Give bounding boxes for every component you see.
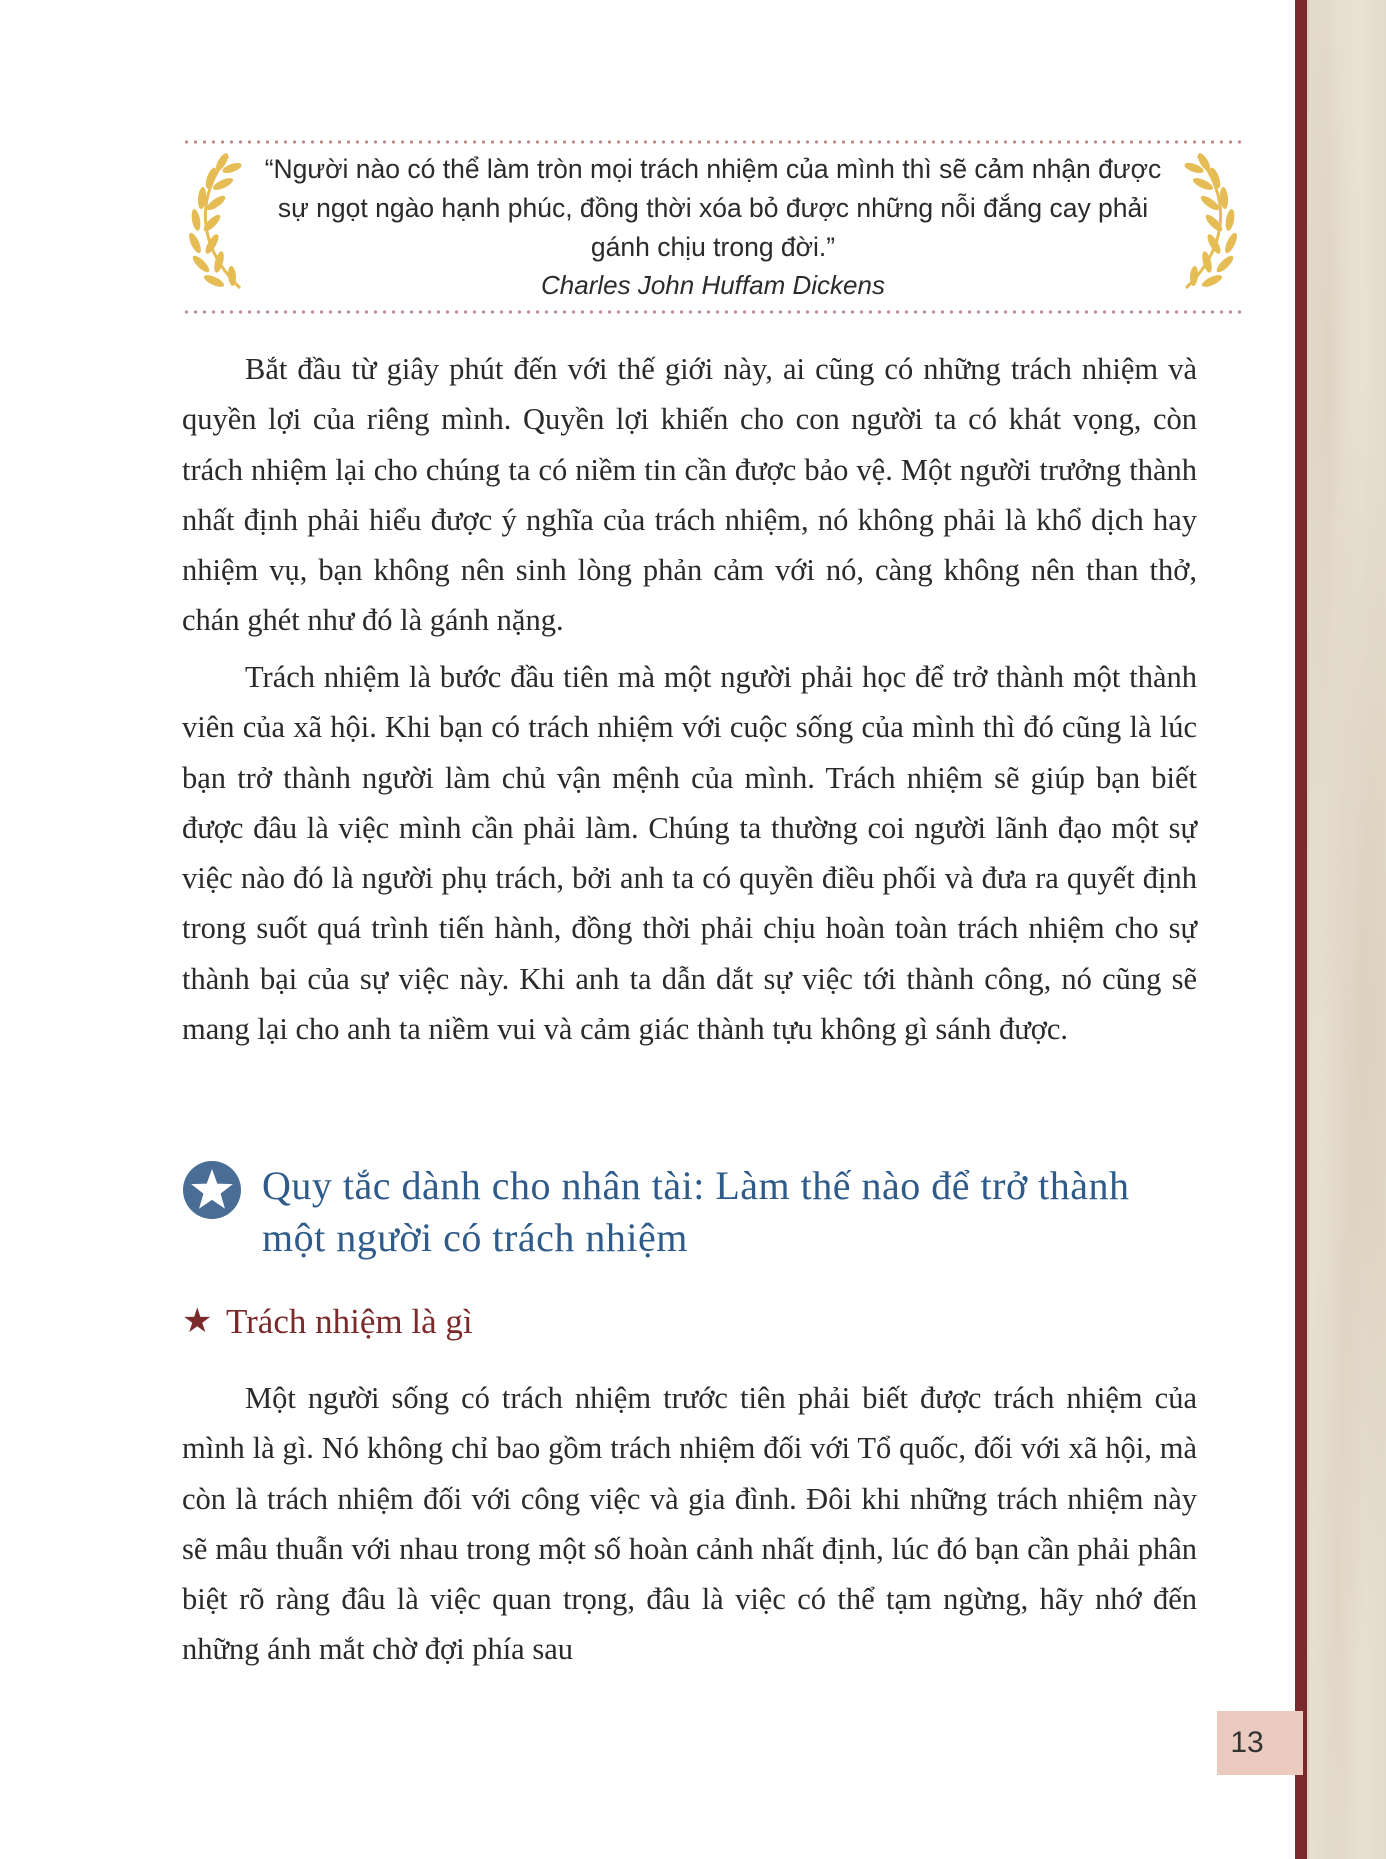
quote-line: “Người nào có thể làm tròn mọi trách nhiệm của mình thì sẽ cảm nhận được — [264, 154, 1162, 184]
epigraph-quote — [182, 140, 1244, 314]
body-paragraph: Trách nhiệm là bước đầu tiên mà một người phải học để trở thành một thành viên của xã hội. Khi bạn có trách nhiệm với cuộc sống của mình thì đó cũng là lúc bạn trở thành người làm chủ vận mệnh của mình. Trách nhiệm sẽ giúp bạn biết được đâu là việc mình cần phải làm. Chúng ta thường coi người lãnh đạo một sự việc nào đó là người phụ trách, bởi anh ta có quyền điều phối và đưa ra quyết định trong suốt quá trình tiến hành, đồng thời phải chịu hoàn toàn trách nhiệm cho sự thành bại của sự việc này. Khi anh ta dẫn dắt sự việc tới thành công, nó cũng sẽ mang lại cho anh ta niềm vui và cảm giác thành tựu không gì sánh được. — [182, 660, 1197, 1047]
quote-text — [242, 150, 1184, 267]
quote-bottom-border — [182, 310, 1244, 314]
page-edge-texture — [1306, 0, 1386, 1859]
subsection-heading: Trách nhiệm là gì — [226, 1302, 473, 1341]
quote-line: sự ngọt ngào hạnh phúc, đồng thời xóa bỏ được những nỗi đắng cay phải — [277, 193, 1149, 223]
star-bullet-icon: ★ — [182, 1303, 213, 1340]
star-circle-icon — [182, 1160, 242, 1220]
page-edge-divider — [1307, 0, 1309, 1859]
page-number: 13 — [1230, 1726, 1264, 1759]
body-paragraph: Một người sống có trách nhiệm trước tiên phải biết được trách nhiệm của mình là gì. Nó không chỉ bao gồm trách nhiệm đối với Tổ quốc, đối với xã hội, mà còn là trách nhiệm đối với công việc và gia đình. Đôi khi những trách nhiệm này sẽ mâu thuẫn với nhau trong một số hoàn cảnh nhất định, lúc đó bạn cần phải phân biệt rõ ràng đâu là việc quan trọng, đâu là việc có thể tạm ngừng, hãy nhớ đến những ánh mắt chờ đợi phía sau — [182, 1381, 1197, 1667]
quote-author: Charles John Huffam Dickens — [541, 270, 885, 300]
quote-line: gánh chịu trong đời.” — [590, 232, 836, 262]
quote-top-border — [182, 140, 1244, 144]
body-paragraph: Bắt đầu từ giây phút đến với thế giới này, ai cũng có những trách nhiệm và quyền lợi của riêng mình. Quyền lợi khiến cho con người ta có khát vọng, còn trách nhiệm lại cho chúng ta có niềm tin cần được bảo vệ. Một người trưởng thành nhất định phải hiểu được ý nghĩa của trách nhiệm, nó không phải là khổ dịch hay nhiệm vụ, bạn không nên sinh lòng phản cảm với nó, càng không nên than thở, chán ghét như đó là gánh nặng. — [182, 352, 1197, 638]
section-heading: Quy tắc dành cho nhân tài: Làm thế nào để trở thành một người có trách nhiệm — [262, 1163, 1130, 1260]
page-edge-stripe — [1295, 0, 1307, 1859]
